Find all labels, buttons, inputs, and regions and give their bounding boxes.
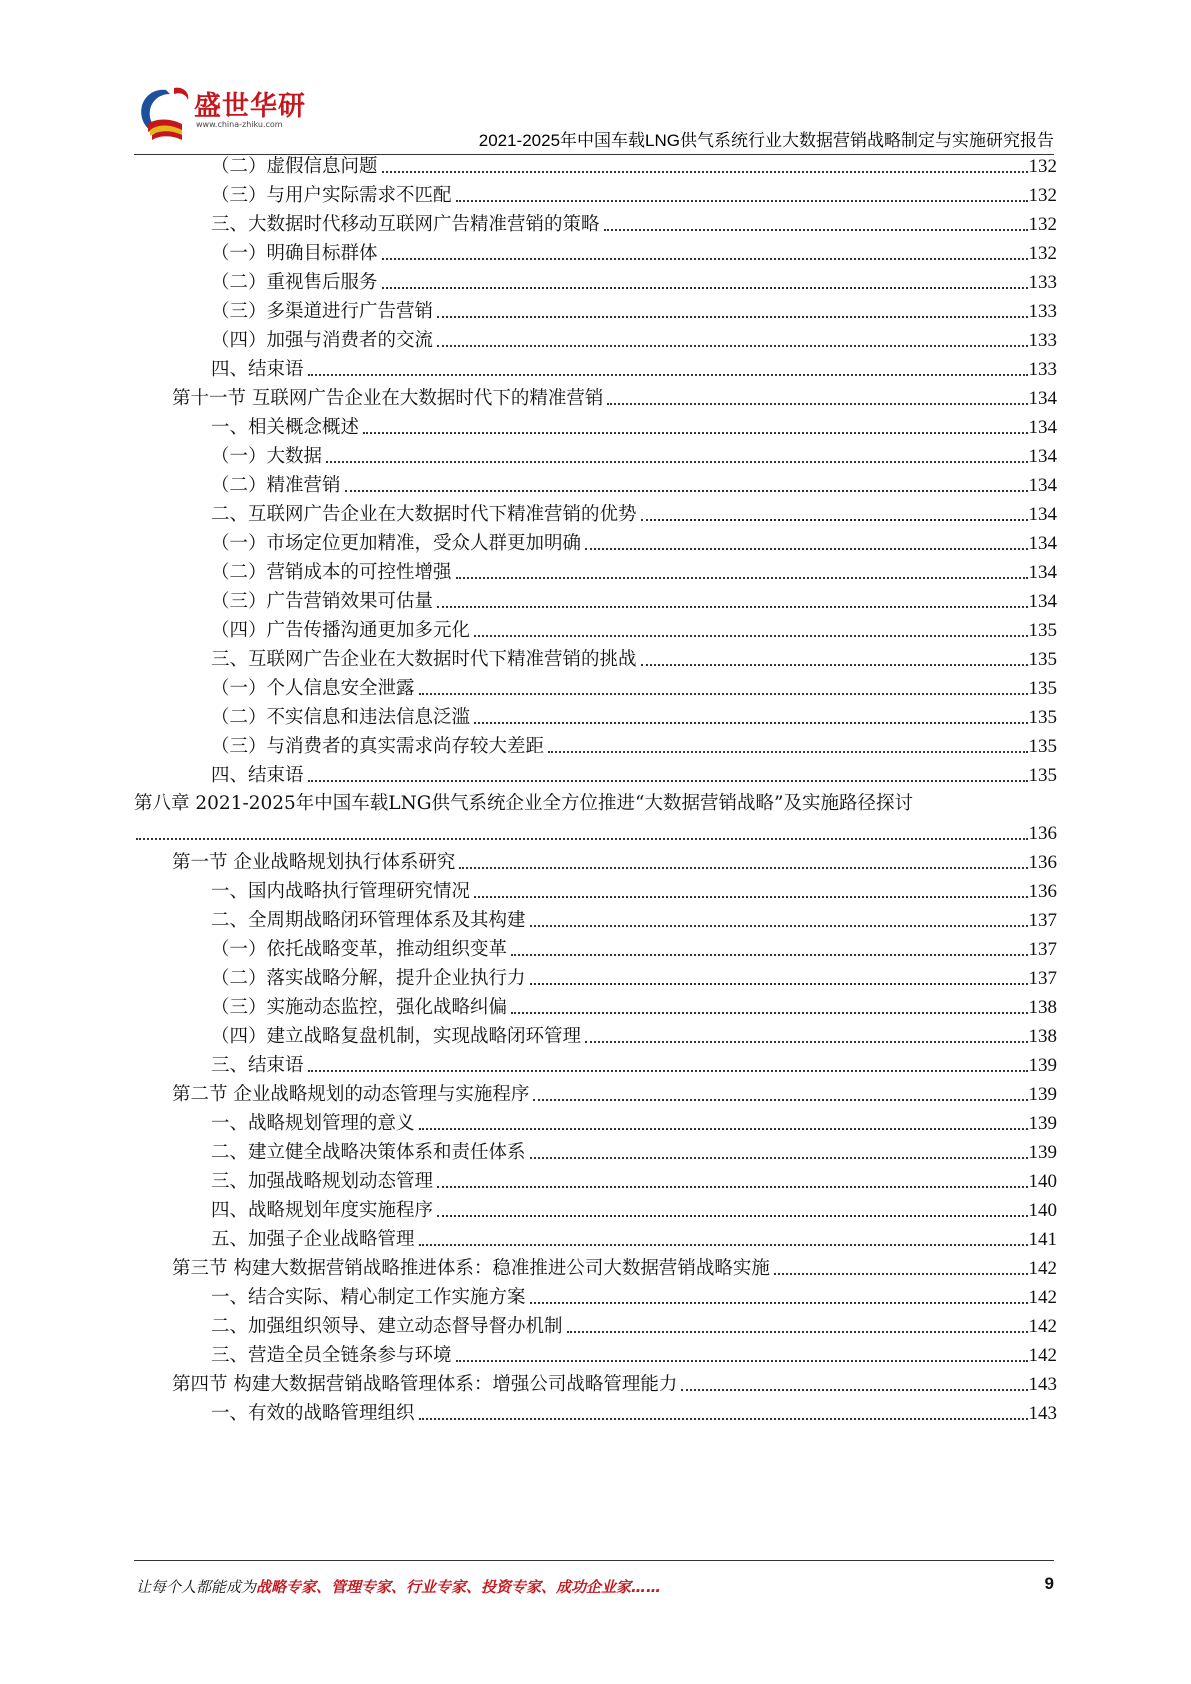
toc-entry-page: 142	[1028, 1287, 1057, 1308]
toc-leader-dots	[382, 258, 1028, 260]
toc-entry[interactable]	[211, 1337, 1057, 1368]
toc-entry-title: （三）多渠道进行广告营销	[211, 301, 434, 322]
toc-leader-dots	[456, 1360, 1028, 1362]
toc-entry-page: 139	[1028, 1113, 1057, 1134]
toc-entry-page: 134	[1028, 388, 1057, 409]
toc-entry[interactable]	[211, 728, 1057, 759]
toc-entry[interactable]	[172, 1076, 1057, 1107]
toc-entry[interactable]	[211, 1308, 1057, 1339]
toc-entry[interactable]	[211, 641, 1057, 672]
toc-entry[interactable]	[211, 699, 1057, 730]
toc-leader-dots	[474, 635, 1027, 637]
toc-leader-dots	[607, 403, 1027, 405]
toc-entry-page: 137	[1028, 910, 1057, 931]
toc-entry[interactable]	[211, 525, 1057, 556]
toc-entry-page: 134	[1028, 446, 1057, 467]
toc-entry-title: （一）明确目标群体	[211, 243, 378, 264]
toc-entry-title: （四）广告传播沟通更加多元化	[211, 620, 471, 641]
chapter-title[interactable]: 第八章 2021-2025年中国车载LNG供气系统企业全方位推进“大数据营销战略”及实施路径探讨	[134, 793, 913, 814]
logo-url: www.china-zhiku.com	[196, 120, 283, 129]
toc-entry-page: 135	[1028, 736, 1057, 757]
toc-entry[interactable]	[211, 438, 1057, 469]
toc-leader-dots	[437, 316, 1027, 318]
toc-entry-title: 一、国内战略执行管理研究情况	[211, 881, 471, 902]
toc-leader-dots	[567, 1331, 1028, 1333]
toc-entry-page: 136	[1028, 852, 1057, 873]
toc-leader-dots	[419, 1418, 1028, 1420]
toc-entry-page: 134	[1028, 562, 1057, 583]
toc-entry-page: 142	[1028, 1316, 1057, 1337]
toc-entry-page: 140	[1028, 1200, 1057, 1221]
toc-entry-title: 二、全周期战略闭环管理体系及其构建	[211, 910, 526, 931]
toc-entry-page: 135	[1028, 765, 1057, 786]
toc-entry-title: （四）建立战略复盘机制，实现战略闭环管理	[211, 1026, 582, 1047]
toc-entry-title: 五、加强子企业战略管理	[211, 1229, 415, 1250]
toc-entry-page: 134	[1028, 475, 1057, 496]
toc-leader-dots	[382, 287, 1028, 289]
toc-leader-dots	[456, 200, 1028, 202]
toc-entry[interactable]	[211, 235, 1057, 266]
toc-entry-title: 三、结束语	[211, 1055, 304, 1076]
toc-entry-title: （一）个人信息安全泄露	[211, 678, 415, 699]
toc-entry[interactable]	[211, 264, 1057, 295]
footer-highlight: 战略专家、管理专家、行业专家、投资专家、成功企业家……	[256, 1578, 662, 1596]
toc-entry[interactable]	[211, 554, 1057, 585]
toc-entry[interactable]	[211, 1221, 1057, 1252]
toc-entry[interactable]	[211, 670, 1057, 701]
toc-leader-dots	[136, 838, 1028, 840]
toc-entry-title: （二）落实战略分解，提升企业执行力	[211, 968, 526, 989]
toc-entry-page: 135	[1028, 620, 1057, 641]
toc-entry-page: 133	[1028, 272, 1057, 293]
report-title: 2021-2025年中国车载LNG供气系统行业大数据营销战略制定与实施研究报告	[478, 131, 1054, 150]
toc-entry-title: 四、结束语	[211, 765, 304, 786]
toc-entry-page: 135	[1028, 649, 1057, 670]
toc-entry-title: 一、相关概念概述	[211, 417, 360, 438]
toc-entry[interactable]	[211, 148, 1057, 179]
toc-leader-dots	[382, 171, 1028, 173]
toc-entry-page: 134	[1028, 504, 1057, 525]
toc-entry-title: （二）重视售后服务	[211, 272, 378, 293]
toc-entry-title: 第三节 构建大数据营销战略推进体系：稳准推进公司大数据营销战略实施	[172, 1258, 770, 1279]
toc-entry-page: 141	[1028, 1229, 1057, 1250]
toc-entry-page: 133	[1028, 301, 1057, 322]
toc-entry-title: 四、结束语	[211, 359, 304, 380]
toc-entry-page: 132	[1028, 156, 1057, 177]
toc-entry-title: 二、互联网广告企业在大数据时代下精准营销的优势	[211, 504, 637, 525]
toc-entry-title: 三、营造全员全链条参与环境	[211, 1345, 452, 1366]
toc-entry-title: 三、加强战略规划动态管理	[211, 1171, 434, 1192]
toc-leader-dots	[308, 1070, 1028, 1072]
toc-entry[interactable]	[211, 1105, 1057, 1136]
toc-leader-dots	[437, 1186, 1027, 1188]
toc-entry[interactable]	[211, 1018, 1057, 1049]
toc-leader-dots	[530, 983, 1028, 985]
toc-entry-page: 137	[1028, 939, 1057, 960]
footer-divider	[134, 1560, 1054, 1561]
toc-leader-dots	[641, 664, 1028, 666]
footer-prefix: 让每个人都能成为	[136, 1578, 257, 1596]
toc-entry-title: 第十一节 互联网广告企业在大数据时代下的精准营销	[172, 388, 604, 409]
company-logo	[136, 84, 306, 146]
toc-leader-dots	[419, 693, 1028, 695]
toc-leader-dots	[456, 577, 1028, 579]
toc-entry-page: 137	[1028, 968, 1057, 989]
toc-entry-page: 139	[1028, 1084, 1057, 1105]
toc-leader-dots	[533, 1099, 1027, 1101]
toc-entry-page: 135	[1028, 707, 1057, 728]
toc-leader-dots	[585, 1041, 1027, 1043]
toc-entry-page: 142	[1028, 1345, 1057, 1366]
toc-entry[interactable]	[211, 1395, 1057, 1426]
toc-leader-dots	[459, 867, 1027, 869]
toc-leader-dots	[474, 722, 1027, 724]
toc-entry-title: 一、战略规划管理的意义	[211, 1113, 415, 1134]
toc-leader-dots	[437, 1215, 1027, 1217]
toc-entry[interactable]	[211, 902, 1057, 933]
toc-leader-dots	[345, 490, 1028, 492]
toc-entry[interactable]	[211, 351, 1057, 382]
toc-entry[interactable]	[211, 1279, 1057, 1310]
toc-entry[interactable]	[172, 1250, 1057, 1281]
toc-entry-page: 136	[1028, 881, 1057, 902]
toc-entry[interactable]	[211, 757, 1057, 788]
toc-entry-page: 143	[1028, 1374, 1057, 1395]
page-header	[0, 0, 1191, 160]
toc-entry-title: （二）营销成本的可控性增强	[211, 562, 452, 583]
toc-entry[interactable]	[211, 467, 1057, 498]
toc-entry-title: （三）与用户实际需求不匹配	[211, 185, 452, 206]
toc-leader-dots	[326, 461, 1027, 463]
toc-leader-dots	[530, 925, 1028, 927]
toc-entry-page: 139	[1028, 1055, 1057, 1076]
toc-entry-title: （二）不实信息和违法信息泛滥	[211, 707, 471, 728]
toc-leader-dots	[774, 1273, 1028, 1275]
toc-entry-page: 132	[1028, 243, 1057, 264]
toc-entry-title: （二）虚假信息问题	[211, 156, 378, 177]
toc-entry[interactable]	[211, 1163, 1057, 1194]
toc-entry-title: 四、战略规划年度实施程序	[211, 1200, 434, 1221]
toc-entry-page: 139	[1028, 1142, 1057, 1163]
toc-entry-page: 132	[1028, 214, 1057, 235]
toc-leader-dots	[437, 606, 1027, 608]
toc-entry-page: 138	[1028, 1026, 1057, 1047]
toc-entry[interactable]	[211, 409, 1057, 440]
toc-entry[interactable]	[172, 844, 1057, 875]
chapter-entry[interactable]	[134, 815, 1057, 846]
toc-entry[interactable]	[211, 960, 1057, 991]
toc-leader-dots	[530, 1157, 1028, 1159]
toc-entry-page: 143	[1028, 1403, 1057, 1424]
toc-entry-page: 134	[1028, 533, 1057, 554]
toc-entry-title: 一、结合实际、精心制定工作实施方案	[211, 1287, 526, 1308]
toc-leader-dots	[308, 374, 1028, 376]
toc-entry-title: 三、大数据时代移动互联网广告精准营销的策略	[211, 214, 600, 235]
toc-leader-dots	[681, 1389, 1027, 1391]
toc-entry-title: （三）实施动态监控，强化战略纠偏	[211, 997, 508, 1018]
toc-entry-title: 第一节 企业战略规划执行体系研究	[172, 852, 456, 873]
toc-entry-title: （四）加强与消费者的交流	[211, 330, 434, 351]
toc-entry-title: （一）市场定位更加精准，受众人群更加明确	[211, 533, 582, 554]
toc-leader-dots	[474, 896, 1027, 898]
toc-entry-title: 二、加强组织领导、建立动态督导督办机制	[211, 1316, 563, 1337]
toc-entry-title: （一）依托战略变革，推动组织变革	[211, 939, 508, 960]
chapter-page: 136	[1028, 823, 1057, 844]
toc-entry-page: 140	[1028, 1171, 1057, 1192]
toc-entry-title: 第四节 构建大数据营销战略管理体系：增强公司战略管理能力	[172, 1374, 678, 1395]
toc-entry-title: 二、建立健全战略决策体系和责任体系	[211, 1142, 526, 1163]
toc-leader-dots	[511, 1012, 1027, 1014]
toc-entry[interactable]	[211, 177, 1057, 208]
toc-entry-page: 134	[1028, 417, 1057, 438]
toc-entry[interactable]	[211, 612, 1057, 643]
toc-entry[interactable]	[211, 931, 1057, 962]
toc-entry-page: 142	[1028, 1258, 1057, 1279]
toc-leader-dots	[419, 1128, 1028, 1130]
toc-entry-page: 133	[1028, 359, 1057, 380]
toc-entry-page: 135	[1028, 678, 1057, 699]
toc-entry-page: 138	[1028, 997, 1057, 1018]
toc-entry-title: （二）精准营销	[211, 475, 341, 496]
toc-leader-dots	[585, 548, 1027, 550]
logo-icon	[136, 84, 196, 146]
toc-entry-title: （三）广告营销效果可估量	[211, 591, 434, 612]
toc-entry[interactable]	[172, 380, 1057, 411]
toc-entry[interactable]	[211, 293, 1057, 324]
logo-text: 盛世华研	[194, 91, 306, 122]
toc-leader-dots	[419, 1244, 1028, 1246]
toc-leader-dots	[308, 780, 1028, 782]
page-number: 9	[1044, 1574, 1054, 1593]
toc-entry-page: 132	[1028, 185, 1057, 206]
toc-entry-title: （三）与消费者的真实需求尚存较大差距	[211, 736, 545, 757]
toc-entry-page: 134	[1028, 591, 1057, 612]
toc-entry[interactable]	[172, 1366, 1057, 1397]
toc-entry-page: 133	[1028, 330, 1057, 351]
toc-entry-title: （一）大数据	[211, 446, 323, 467]
toc-entry-title: 三、互联网广告企业在大数据时代下精准营销的挑战	[211, 649, 637, 670]
toc-leader-dots	[511, 954, 1027, 956]
toc-entry[interactable]	[211, 1047, 1057, 1078]
toc-leader-dots	[641, 519, 1028, 521]
toc-leader-dots	[437, 345, 1027, 347]
toc-entry[interactable]	[211, 1134, 1057, 1165]
toc-entry[interactable]	[211, 206, 1057, 237]
toc-entry[interactable]	[211, 583, 1057, 614]
toc-entry[interactable]	[211, 496, 1057, 527]
toc-entry[interactable]	[211, 873, 1057, 904]
toc-entry[interactable]	[211, 322, 1057, 353]
toc-leader-dots	[530, 1302, 1028, 1304]
toc-leader-dots	[363, 432, 1027, 434]
toc-entry-title: 第二节 企业战略规划的动态管理与实施程序	[172, 1084, 530, 1105]
toc-entry-title: 一、有效的战略管理组织	[211, 1403, 415, 1424]
footer-slogan	[136, 1576, 661, 1597]
toc-entry[interactable]	[211, 1192, 1057, 1223]
toc-leader-dots	[604, 229, 1028, 231]
toc-entry[interactable]	[211, 989, 1057, 1020]
toc-leader-dots	[548, 751, 1027, 753]
